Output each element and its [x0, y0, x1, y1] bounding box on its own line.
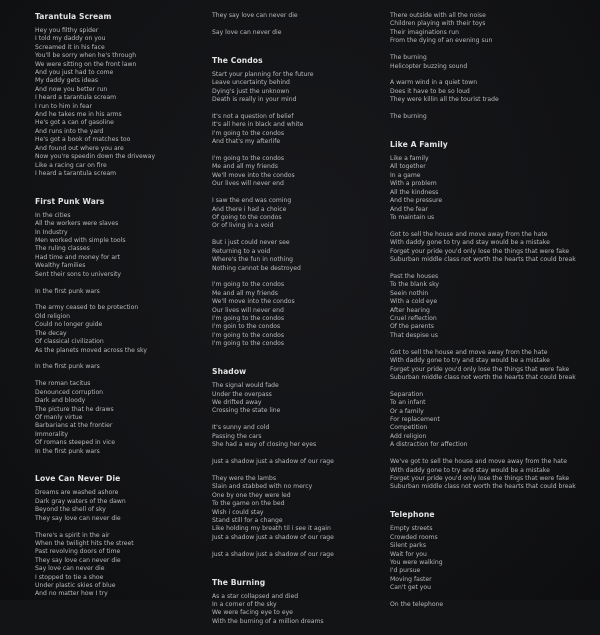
stanza — [390, 79, 595, 104]
lyric-line: And runs into the yard — [35, 127, 104, 135]
stanza — [212, 475, 382, 542]
stanza — [212, 12, 382, 20]
lyric-line: And no matter how I try — [35, 590, 108, 598]
song-block — [212, 357, 382, 559]
stanza — [390, 525, 595, 592]
lyric-line: The burning — [390, 113, 427, 121]
song-block — [35, 464, 205, 598]
lyric-line: Of going to the condos — [212, 214, 282, 221]
lyric-line: Or of living in a void — [212, 222, 274, 230]
lyric-line: I'd pursue — [390, 567, 421, 575]
lyric-line: Returning to a void — [212, 247, 271, 255]
song-block — [390, 500, 595, 609]
lyric-line: Death is really in your mind — [212, 96, 297, 104]
lyric-line: And he takes me in his arms — [35, 111, 122, 119]
lyric-line: As the planets moved across the sky — [35, 346, 147, 354]
lyric-line: It's all here in black and white — [212, 121, 304, 129]
lyric-line: In the cities — [35, 211, 71, 219]
lyric-line: On the telephone — [390, 601, 444, 609]
lyric-line: She had a way of closing her eyes — [212, 441, 317, 449]
song-title: The Burning — [212, 577, 266, 587]
lyric-line: Dark gray waters of the dawn — [35, 497, 126, 505]
lyric-line: In the first punk wars — [35, 287, 100, 295]
lyric-line: Denounced corruption — [35, 388, 104, 396]
lyric-line: Got to sell the house and move away from the hate — [390, 348, 548, 356]
lyric-line: For replacement — [390, 416, 440, 424]
lyric-line: In a game — [390, 171, 421, 179]
lyric-line: Of manly virtue — [35, 413, 83, 421]
lyrics-column-1 — [35, 12, 205, 607]
lyric-line: The picture that he draws — [35, 405, 114, 413]
lyric-line: I'm going to the condos — [212, 315, 285, 323]
song-title: Telephone — [390, 510, 435, 520]
lyric-line: And you just had to come — [35, 69, 114, 77]
lyric-line: They say love can never die — [35, 556, 121, 564]
stanza — [35, 212, 205, 279]
lyric-line: Stand still for a change — [212, 516, 283, 524]
lyric-line: And the pressure — [390, 197, 443, 205]
lyric-line: Under plastic skies of blue — [35, 582, 116, 590]
lyric-line: I run to him in fear — [35, 102, 93, 110]
song-gap — [35, 464, 205, 474]
lyric-line: Their imaginations run — [390, 28, 460, 36]
lyric-line: Forget your pride you'd only lose the things that were fake — [390, 474, 570, 482]
stanza — [35, 288, 205, 296]
song-block — [212, 46, 382, 349]
stanza — [212, 424, 382, 449]
stanza — [212, 382, 382, 416]
stanza — [212, 113, 382, 147]
lyric-line: Forget your pride you'd only lose the things that were fake — [390, 247, 570, 255]
lyric-line: Can't get you — [390, 584, 431, 592]
lyric-line: Like a racing car on fire — [35, 161, 107, 169]
lyric-line: I stopped to tie a shoe — [35, 573, 104, 581]
lyric-line: Had time and money for art — [35, 253, 120, 261]
lyric-line: A distraction for affection — [390, 441, 468, 449]
lyric-line: Our lives will never end — [212, 306, 284, 314]
lyric-line: Silent parks — [390, 542, 427, 550]
lyric-line: Me and all my friends — [212, 163, 278, 171]
lyric-line: All together — [390, 163, 426, 171]
lyric-line: Suburban middle class not worth the hearts that could break — [390, 483, 576, 491]
lyric-line: Our lives will never end — [212, 180, 284, 188]
lyric-line: Screamed it in his face — [35, 43, 105, 51]
lyric-line: But i just could never see — [212, 239, 290, 247]
song-title: First Punk Wars — [35, 196, 105, 206]
stanza — [35, 363, 205, 371]
lyric-line: Crowded rooms — [390, 533, 438, 541]
lyric-line: It's sunny and cold — [212, 424, 270, 432]
lyric-line: Could no longer guide — [35, 321, 103, 329]
lyric-line: Moving faster — [390, 575, 432, 583]
lyric-line: We'll move into the condos — [212, 171, 295, 179]
lyric-line: Nothing cannot be destroyed — [212, 264, 301, 272]
stanza — [212, 593, 382, 627]
stanza — [35, 27, 205, 178]
lyric-line: Seein nothin — [390, 289, 429, 297]
lyric-line: Say love can never die — [212, 28, 282, 36]
lyric-line: Crossing the state line — [212, 407, 281, 415]
lyric-line: Like a family — [390, 155, 429, 163]
lyric-line: I'm goin to the condos — [212, 323, 281, 331]
lyric-line: Dark and bloody — [35, 397, 86, 405]
lyric-line: There outside with all the noise — [390, 12, 486, 19]
lyric-line: Forget your pride you'd only lose the things that were fake — [390, 365, 570, 373]
lyric-line: All the workers were slaves — [35, 220, 119, 228]
stanza — [212, 155, 382, 189]
lyric-line: Say love can never die — [35, 565, 105, 573]
song-title: Tarantula Scream — [35, 12, 112, 21]
song-block — [212, 568, 382, 627]
lyric-line: Helicopter buzzing sound — [390, 62, 468, 70]
lyric-line: Past the houses — [390, 272, 439, 280]
lyric-line: I told my daddy on you — [35, 35, 106, 43]
lyric-line: There's a spirit in the air — [35, 531, 110, 539]
song-block — [212, 12, 382, 37]
lyric-line: I'm going to the condos — [212, 155, 285, 163]
lyric-line: With the burning of a million dreams — [212, 617, 324, 625]
stanza — [212, 197, 382, 231]
song-title: Like A Family — [390, 140, 448, 150]
song-title: Shadow — [212, 367, 247, 377]
lyric-line: Immorality — [35, 430, 69, 438]
stanza — [35, 489, 205, 523]
stanza — [212, 29, 382, 37]
lyric-line: The signal would fade — [212, 382, 279, 390]
lyric-line: They were the lambs — [212, 474, 277, 482]
lyric-line: Cruel reflection — [390, 314, 437, 322]
song-gap — [212, 357, 382, 367]
lyric-line: Just a shadow just a shadow of our rage — [212, 458, 334, 466]
lyric-line: The army ceased to be protection — [35, 304, 139, 312]
lyric-line: I saw the end was coming — [212, 197, 292, 205]
lyric-line: With daddy gone to try and stay would be a mistake — [390, 357, 550, 365]
lyric-line: I heard a tarantula scream — [35, 94, 117, 102]
lyric-line: I'm going to the condos — [212, 331, 285, 339]
song-gap — [212, 46, 382, 56]
lyric-line: My daddy gets ideas — [35, 77, 99, 85]
lyric-line: Men worked with simple tools — [35, 237, 126, 245]
lyric-line: To maintain us — [390, 213, 435, 221]
lyric-line: Children playing with their toys — [390, 20, 486, 28]
lyric-line: To the blank sky — [390, 281, 440, 289]
song-block — [390, 12, 595, 122]
lyric-line: Of romans steeped in vice — [35, 439, 115, 447]
lyric-line: Leave uncertainty behind — [212, 79, 290, 87]
lyric-line: He's got a can of gasoline — [35, 119, 114, 127]
stanza — [35, 304, 205, 354]
lyric-line: In the first punk wars — [35, 363, 100, 371]
lyric-line: Like holding my breath til i see it again — [212, 525, 331, 533]
lyric-line: We'll move into the condos — [212, 298, 295, 306]
lyric-line: To an infant — [390, 399, 426, 407]
lyric-line: We were sitting on the front lawn — [35, 60, 137, 68]
song-block — [390, 130, 595, 492]
lyric-line: Or a family — [390, 407, 424, 415]
lyric-line: Empty streets — [390, 525, 433, 533]
lyric-line: Suburban middle class not worth the hearts that could break — [390, 256, 576, 264]
song-gap — [390, 500, 595, 510]
stanza — [212, 71, 382, 105]
stanza — [390, 391, 595, 450]
lyric-line: In Industry — [35, 228, 68, 236]
stanza — [390, 458, 595, 492]
lyric-line: Hey you filthy spider — [35, 27, 99, 34]
lyric-line: You'll be sorry when he's through — [35, 52, 137, 60]
stanza — [212, 239, 382, 273]
song-block — [35, 187, 205, 456]
lyric-line: Wealthy families — [35, 262, 86, 270]
lyric-line: One by one they were led — [212, 491, 291, 499]
stanza — [212, 281, 382, 348]
lyric-line: Just a shadow just a shadow of our rage — [212, 550, 334, 558]
lyrics-column-2 — [212, 12, 382, 635]
lyric-line: And now you better run — [35, 85, 108, 93]
lyric-line: Dying's just the unknown — [212, 87, 290, 95]
lyric-line: I heard a tarantula scream — [35, 169, 117, 177]
lyric-line: And the fear — [390, 205, 428, 213]
stanza — [390, 54, 595, 71]
lyrics-column-3 — [390, 12, 595, 618]
lyric-line: When the twilight hits the street — [35, 540, 134, 547]
lyric-line: Old religion — [35, 312, 70, 320]
lyric-line: He's got a book of matches too — [35, 136, 131, 144]
lyric-line: Beyond the shell of sky — [35, 506, 106, 514]
lyric-line: Passing the cars — [212, 432, 262, 440]
stanza — [390, 12, 595, 46]
lyric-line: The burning — [390, 54, 427, 62]
lyric-line: With daddy gone to try and stay would be a mistake — [390, 239, 550, 247]
lyric-line: We were facing eye to eye — [212, 609, 293, 617]
stanza — [390, 231, 595, 265]
lyric-line: That despise us — [390, 331, 438, 339]
lyric-line: Got to sell the house and move away from the hate — [390, 230, 548, 238]
song-gap — [212, 568, 382, 578]
lyric-line: They say love can never die — [212, 12, 298, 19]
stanza — [390, 113, 595, 121]
lyric-line: Wait for you — [390, 550, 427, 558]
stanza — [390, 273, 595, 340]
lyric-line: Dreams are washed ashore — [35, 489, 119, 497]
lyric-line: Sent their sons to university — [35, 270, 122, 278]
lyric-line: Separation — [390, 390, 424, 398]
lyric-line: And that's my afterlife — [212, 138, 281, 146]
lyric-line: The ruling classes — [35, 245, 90, 253]
lyric-line: And found out where you are — [35, 144, 124, 152]
lyric-line: Competition — [390, 424, 428, 432]
lyric-line: Slain and stabbed with no mercy — [212, 483, 313, 491]
lyric-line: In the first punk wars — [35, 447, 100, 455]
lyric-line: Past revolving doors of time — [35, 548, 121, 556]
lyric-line: The roman tacitus — [35, 380, 91, 388]
lyric-line: They say love can never die — [35, 514, 121, 522]
lyric-line: The decay — [35, 329, 67, 337]
lyric-line: A warm wind in a quiet town — [390, 79, 478, 87]
lyric-line: With a cold eye — [390, 298, 438, 306]
lyric-line: Where's the fun in nothing — [212, 256, 294, 264]
stanza — [390, 155, 595, 222]
lyric-line: As a star collapsed and died — [212, 592, 299, 600]
lyric-line: We've got to sell the house and move away from the hate — [390, 458, 568, 466]
lyric-line: Just a shadow just a shadow of our rage — [212, 533, 334, 541]
song-block — [35, 12, 205, 178]
stanza — [35, 380, 205, 456]
lyric-line: Barbarians at the frontier — [35, 422, 113, 430]
lyric-line: All the kindness — [390, 188, 439, 196]
lyric-line: Under the overpass — [212, 390, 272, 398]
stanza — [35, 532, 205, 599]
lyric-line: In a corner of the sky — [212, 601, 277, 608]
lyric-line: Now you're speedin down the driveway — [35, 153, 156, 161]
lyric-line: They were killin all the tourist trade — [390, 96, 499, 104]
lyric-line: Start your planning for the future — [212, 70, 314, 78]
lyric-line: And there i had a choice — [212, 205, 287, 213]
song-gap — [390, 130, 595, 140]
lyric-line: Does it have to be so loud — [390, 87, 470, 95]
lyric-line: With a problem — [390, 180, 437, 188]
lyric-line: Wish i could stay — [212, 508, 264, 516]
lyric-line: After hearing — [390, 306, 430, 314]
lyric-line: To the game on the bed — [212, 500, 285, 508]
song-title: Love Can Never Die — [35, 474, 121, 484]
lyric-line: Me and all my friends — [212, 289, 278, 297]
lyric-line: I'm going to the condos — [212, 281, 285, 289]
stanza — [212, 458, 382, 466]
lyric-line: It's not a question of belief — [212, 112, 294, 120]
lyric-line: Of classical civilization — [35, 338, 104, 346]
song-title: The Condos — [212, 55, 263, 65]
stanza — [390, 601, 595, 609]
lyric-line: We drifted away — [212, 399, 262, 406]
lyric-line: From the dying of an evening sun — [390, 37, 493, 45]
song-gap — [35, 187, 205, 197]
stanza — [390, 349, 595, 383]
lyric-line: I'm going to the condos — [212, 340, 285, 348]
lyric-line: Add religion — [390, 432, 427, 440]
stanza — [212, 551, 382, 559]
lyric-line: Suburban middle class not worth the hearts that could break — [390, 373, 576, 381]
lyric-line: You were walking — [390, 558, 443, 566]
lyric-line: I'm going to the condos — [212, 129, 285, 137]
lyric-line: Of the parents — [390, 323, 434, 331]
lyric-line: With daddy gone to try and stay would be a mistake — [390, 466, 550, 474]
